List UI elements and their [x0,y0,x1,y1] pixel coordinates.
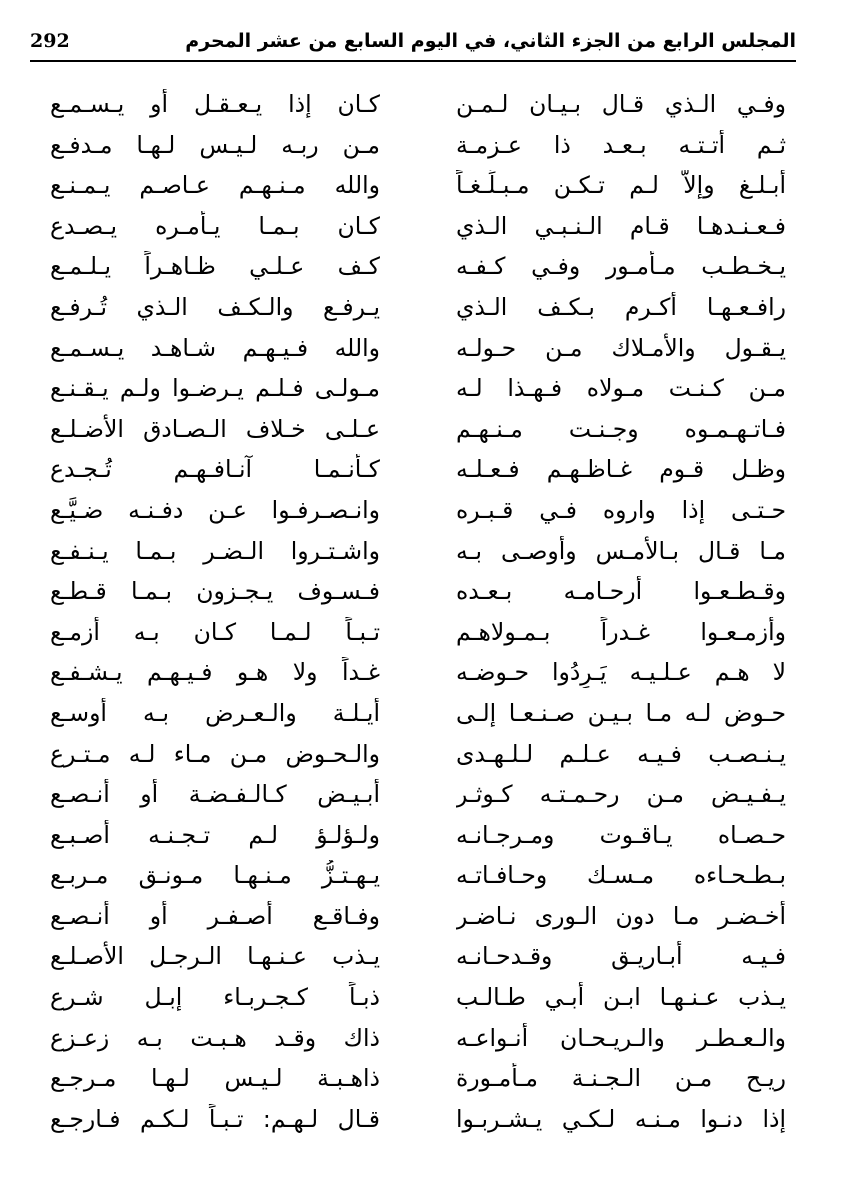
first-hemistich: مـا قـال بـالأمـس وأوصـى بـه [456,536,786,565]
second-hemistich: غـداً ولا هـو فـيـهـم يـشـفـع [50,658,380,687]
verse-line [50,734,786,775]
verse-line [50,815,786,856]
first-hemistich: حـصـاه يـاقـوت ومـرجـانـه [456,820,786,849]
second-hemistich: يـذب عـنـهـا الـرجـل الأصـلـع [50,942,380,971]
second-hemistich: كـان بـمـا يـأمـره يـصـدع [50,211,380,240]
verse-line [50,571,786,612]
verse-line [50,246,786,287]
first-hemistich: حـتـى إذا واروه فـي قـبـره [456,495,786,524]
verse-line [50,612,786,653]
verse-line [50,409,786,450]
verse-line [50,84,786,125]
verse-line [50,328,786,369]
first-hemistich: ريـح مـن الـجـنـة مـأمـورة [456,1064,786,1093]
second-hemistich: فـسـوف يـجـزون بـمـا قـطـع [50,577,380,606]
first-hemistich: رافـعـهـا أكـرم بـكـف الـذي [456,292,786,321]
page-header [30,26,796,62]
verse-line [50,165,786,206]
verse-line [50,1018,786,1059]
second-hemistich: كـأنـمـا آنـافـهـم تُـجـدع [50,455,380,484]
second-hemistich: يـرفـع والـكـف الـذي تُـرفـع [50,292,380,321]
second-hemistich: والله مـنـهـم عـاصـم يـمـنـع [50,171,380,200]
verse-line [50,774,786,815]
page-number: 292 [30,30,70,52]
first-hemistich: فـيـه أبـاريـق وقـدحـانـه [456,942,786,971]
first-hemistich: مـن كـنـت مـولاه فـهـذا لـه [456,374,786,403]
verse-line [50,125,786,166]
second-hemistich: مـولـى فـلـم يـرضـوا ولـم يـقـنـع [50,374,380,403]
verse-line [50,449,786,490]
first-hemistich: ثـم أتـتـه بـعـد ذا عـزمـة [456,130,786,159]
verse-line [50,693,786,734]
poem-body [50,84,786,1139]
first-hemistich: وأزمـعـوا غـدراً بـمـولاهـم [456,617,786,646]
second-hemistich: واشـتـروا الـضـر بـمـا يـنـفـع [50,536,380,565]
first-hemistich: وقـطـعـوا أرحـامـه بـعـده [456,577,786,606]
verse-line [50,206,786,247]
verse-line [50,855,786,896]
first-hemistich: يـقـول والأمـلاك مـن حـولـه [456,333,786,362]
second-hemistich: عـلـى خـلاف الـصـادق الأضـلـع [50,414,380,443]
first-hemistich: وظـل قـوم غـاظـهـم فـعـلـه [456,455,786,484]
second-hemistich: مـن ربـه لـيـس لـهـا مـدفـع [50,130,380,159]
verse-line [50,368,786,409]
second-hemistich: ذاهـبـة لـيـس لـهـا مـرجـع [50,1064,380,1093]
first-hemistich: حـوض لـه مـا بـيـن صـنـعـا إلـى [456,698,786,727]
verse-line [50,1058,786,1099]
first-hemistich: والـعـطـر والـريـحـان أنـواعـه [456,1023,786,1052]
first-hemistich: يـفـيـض مـن رحـمـتـه كـوثـر [456,780,786,809]
first-hemistich: يـنـصـب فـيـه عـلـم لـلـهـدى [456,739,786,768]
chapter-title: المجلس الرابع من الجزء الثاني، في اليوم السابع من عشر المحرم [185,30,796,52]
second-hemistich: أيـلـة والـعـرض بـه أوسـع [50,698,380,727]
second-hemistich: تـبـاً لـمـا كـان بـه أزمـع [50,617,380,646]
first-hemistich: فـاتـهـمـوه وجـنـت مـنـهـم [456,414,786,443]
first-hemistich: إذا دنـوا مـنـه لـكـي يـشـربـوا [456,1104,786,1133]
second-hemistich: أبـيـض كـالـفـضـة أو أنـصـع [50,780,380,809]
first-hemistich: فـعـنـدهـا قـام الـنـبـي الـذي [456,211,786,240]
second-hemistich: وفـاقـع أصـفـر أو أنـصـع [50,901,380,930]
verse-line [50,936,786,977]
second-hemistich: ولـؤلـؤ لـم تـجـنـه أصـبـع [50,820,380,849]
second-hemistich: ذبـاً كـجـربـاء إبـل شـرع [50,983,380,1012]
second-hemistich: كـان إذا يـعـقـل أو يـسـمـع [50,90,380,119]
first-hemistich: يـخـطـب مـأمـور وفـي كـفـه [456,252,786,281]
second-hemistich: وانـصـرفـوا عـن دفـنـه ضـيَّـع [50,495,380,524]
verse-line [50,490,786,531]
second-hemistich: قـال لـهـم: تـبـاً لـكـم فـارجـع [50,1104,380,1133]
first-hemistich: بـطـحـاءه مـسـك وحـافـاتـه [456,861,786,890]
verse-line [50,977,786,1018]
second-hemistich: ذاك وقـد هـبـت بـه زعـزع [50,1023,380,1052]
first-hemistich: أبـلـغ وإلاَّ لـم تـكـن مـبـلِّـغـاً [456,171,786,200]
first-hemistich: لا هـم عـلـيـه يَـرِدُوا حـوضـه [456,658,786,687]
verse-line [50,287,786,328]
verse-line [50,652,786,693]
first-hemistich: وفـي الـذي قـال بـيـان لـمـن [456,90,786,119]
verse-line [50,896,786,937]
second-hemistich: والله فـيـهـم شـاهـد يـسـمـع [50,333,380,362]
second-hemistich: والـحـوض مـن مـاء لـه مـتـرع [50,739,380,768]
second-hemistich: كـف عـلـي ظـاهـراً يـلـمـع [50,252,380,281]
first-hemistich: أخـضـر مـا دون الـورى نـاضـر [456,901,786,930]
second-hemistich: يـهـتـزُّ مـنـهـا مـونـق مـربـع [50,861,380,890]
first-hemistich: يـذب عـنـهـا ابـن أبـي طـالـب [456,983,786,1012]
verse-line [50,1099,786,1140]
verse-line [50,531,786,572]
